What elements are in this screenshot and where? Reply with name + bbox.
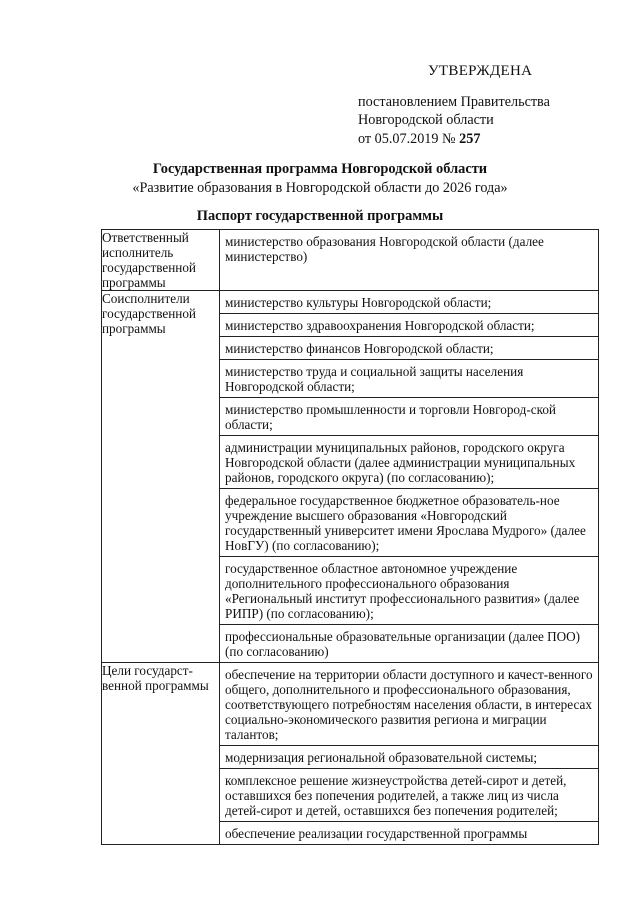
row-label-line: Ответственный: [102, 230, 189, 245]
list-item: министерство финансов Новгородской области;: [220, 337, 598, 360]
approval-line-3: [358, 130, 618, 149]
list-item: министерство культуры Новгородской области;: [220, 291, 598, 314]
list-item: министерство труда и социальной защиты населения Новгородской области;: [220, 360, 598, 398]
row-label-cell: [102, 291, 220, 663]
list-item: комплексное решение жизнеустройства детей-сирот и детей, оставшихся без попечения родителей, а также лиц из числа детей-сирот и детей, оставшихся без попечения родителей;: [220, 769, 598, 822]
row-label-cell: [102, 230, 220, 291]
row-label-line: Цели государст-: [102, 663, 193, 678]
list-item: государственное областное автономное учреждение дополнительного профессионального образования «Региональный институт профессионального развития» (далее РИПР) (по согласованию);: [220, 557, 598, 625]
row-label-line: государственной: [102, 306, 196, 321]
row-content-cell: [220, 230, 599, 291]
list-item: министерство образования Новгородской области (далее министерство): [225, 234, 544, 264]
list-item: министерство промышленности и торговли Новгород-ской области;: [220, 398, 598, 436]
row-content-cell: [220, 291, 599, 663]
program-title: Государственная программа Новгородской области: [152, 161, 488, 177]
row-label-line: исполнитель: [102, 245, 174, 260]
approval-line-2: Новгородской области: [358, 112, 494, 128]
approval-line-1: постановлением Правительства: [358, 93, 550, 110]
list-item: обеспечение на территории области доступного и качест-венного общего, дополнительного и профессионального образования, соответствующего потребностям населения области, в интересах социально-экономического развития региона и миграции талантов;: [220, 663, 598, 746]
list-item: министерство здравоохранения Новгородской области;: [220, 314, 598, 337]
list-item: обеспечение реализации государственной программы: [225, 826, 528, 841]
approval-date: от 05.07.2019 №: [358, 130, 460, 147]
row-label-line: венной программы: [102, 678, 209, 693]
table-row: [102, 291, 599, 663]
passport-heading: Паспорт государственной программы: [196, 208, 444, 224]
list-item: администрации муниципальных районов, городского округа Новгородской области (далее администрации муниципальных районов, городского округа) (по согласованию);: [220, 436, 598, 489]
row-content-cell: [220, 663, 599, 845]
approval-number: 257: [459, 130, 481, 147]
list-item: модернизация региональной образовательной системы;: [220, 746, 598, 769]
list-item: профессиональные образовательные организации (далее ПОО) (по согласованию): [225, 629, 581, 659]
approval-block: [358, 62, 618, 148]
row-label-line: программы: [102, 321, 166, 336]
row-label-line: государственной: [102, 260, 196, 275]
row-label-line: Соисполнители: [102, 291, 190, 306]
row-label-cell: [102, 663, 220, 845]
table-row: [102, 230, 599, 291]
passport-table: [101, 229, 599, 845]
row-label-line: программы: [102, 275, 166, 290]
list-item: федеральное государственное бюджетное образователь-ное учреждение высшего образования «Новгородский государственный университет имени Ярослава Мудрого» (далее НовГУ) (по согласованию);: [220, 489, 598, 557]
program-subtitle: «Развитие образования в Новгородской области до 2026 года»: [132, 180, 508, 196]
table-row: [102, 663, 599, 845]
approval-title: УТВЕРЖДЕНА: [428, 63, 533, 79]
